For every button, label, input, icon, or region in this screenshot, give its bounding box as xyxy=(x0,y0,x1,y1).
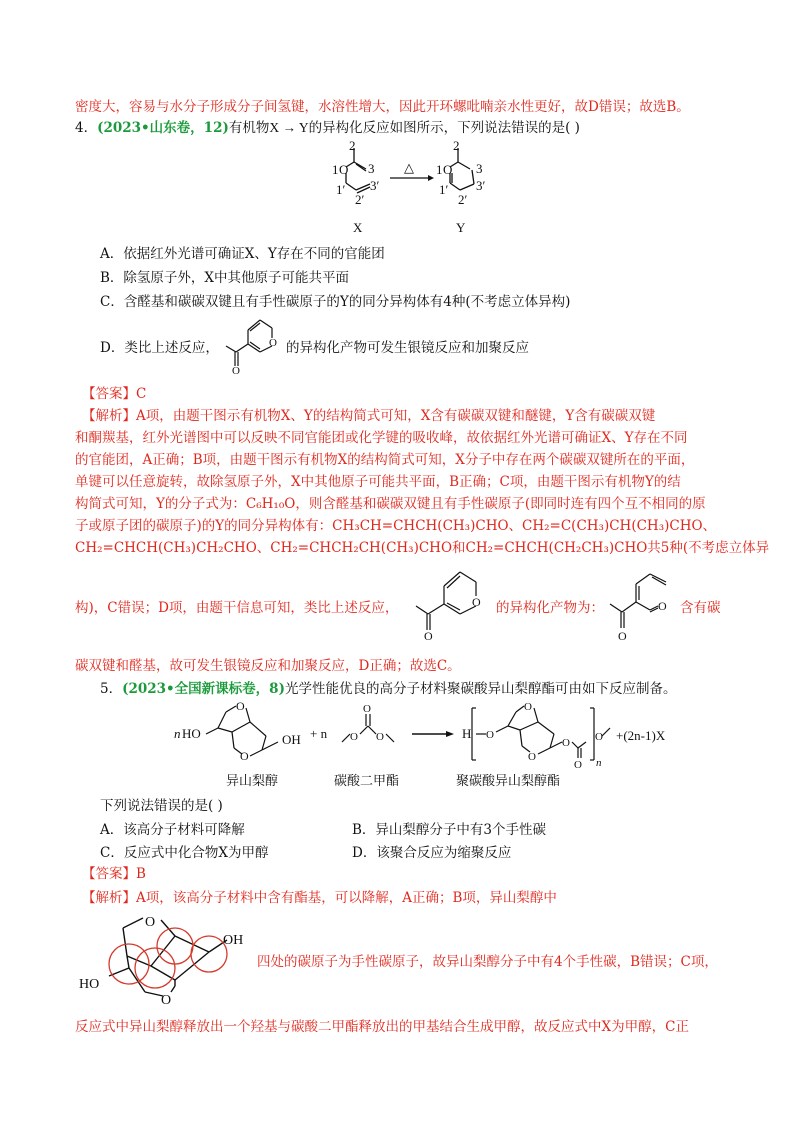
q4-analysis-tail-c: 含有碳 xyxy=(680,600,721,616)
svg-text:O: O xyxy=(658,599,667,613)
svg-text:O: O xyxy=(443,162,453,177)
q5-option-c: C．反应式中化合物X为甲醇 xyxy=(100,845,269,861)
q5-stem-text: 光学性能优良的高分子材料聚碳酸异山梨醇酯可由如下反应制备。 xyxy=(284,681,677,697)
q4-analysis-line-1: 【解析】A项，由题干图示有机物X、Y的结构简式可知，X含有碳碳双键和醚键，Y含有碳碳双键 xyxy=(82,408,656,424)
previous-analysis-tail: 密度大，容易与水分子形成分子间氢键，水溶性增大，因此开环螺吡喃亲水性更好，故D错误；故选B。 xyxy=(75,99,690,115)
q5-option-d: D．该聚合反应为缩聚反应 xyxy=(352,845,512,861)
q5-question: 下列说法错误的是( ) xyxy=(100,798,223,814)
q5-number: 5． xyxy=(100,681,123,697)
svg-text:1: 1 xyxy=(436,162,443,177)
svg-text:O: O xyxy=(486,729,494,741)
structure-x xyxy=(346,148,370,193)
q4-option-d-b: 的异构化产物可发生银镜反应和加聚反应 xyxy=(286,340,529,356)
q4-analysis-line-4: 单键可以任意旋转，故除氢原子外，X中其他原子可能共平面，B正确；C项，由题干图示有机物Y的结 xyxy=(75,474,681,490)
q5-answer: 【答案】B xyxy=(82,866,146,882)
svg-text:2′: 2′ xyxy=(458,192,468,207)
svg-text:2: 2 xyxy=(453,140,460,153)
svg-text:2: 2 xyxy=(349,140,356,153)
chiral-carbon-diagram xyxy=(75,906,255,1016)
svg-text:O: O xyxy=(339,162,349,177)
eq-coefficient-n: n xyxy=(174,726,181,741)
reaction-arrow xyxy=(390,160,434,181)
svg-text:O: O xyxy=(472,595,481,609)
q5-reaction-equation xyxy=(170,698,670,768)
svg-text:O: O xyxy=(350,731,358,743)
chiral-o-top: O xyxy=(145,915,156,930)
structure-y xyxy=(450,148,474,190)
svg-text:O: O xyxy=(269,337,277,349)
q5-source: (2023•全国新课标卷，8) xyxy=(122,681,285,697)
q5-option-a: A．该高分子材料可降解 xyxy=(100,822,245,838)
svg-text:O: O xyxy=(562,737,570,749)
q4-stem xyxy=(75,118,580,138)
svg-text:3: 3 xyxy=(476,161,483,176)
q4-option-b: B．除氢原子外，X中其他原子可能共平面 xyxy=(100,270,350,286)
svg-text:O: O xyxy=(618,629,627,643)
q4-analysis-tail-a: 构)，C错误；D项，由题干信息可知，类比上述反应， xyxy=(75,600,399,616)
svg-text:n: n xyxy=(596,757,602,768)
chiral-o-bottom: O xyxy=(161,993,172,1008)
label-polymer: 聚碳酸异山梨醇酯 xyxy=(456,774,561,789)
analysis-product-structure xyxy=(606,566,682,646)
q4-stem-formula: X → Y xyxy=(269,120,309,135)
q4-analysis-line-6: 子或原子团的碳原子)的Y的同分异构体有：CH₃CH=CHCH(CH₃)CHO、CH₂=C(CH₃)CH(CH₃)CHO、 xyxy=(75,518,717,534)
svg-text:O: O xyxy=(240,749,249,763)
q4-analysis-tail-b: 的异构化产物为： xyxy=(496,600,604,616)
chiral-ho: HO xyxy=(79,977,100,992)
structure-y-label: Y xyxy=(456,220,466,235)
q4-option-a: A．依据红外光谱可确证X、Y存在不同的官能团 xyxy=(100,246,385,262)
q4-number: 4． xyxy=(75,120,98,136)
q4-analysis-line-7: CH₂=CHCH(CH₃)CH₂CHO、CH₂=CHCH₂CH(CH₃)CHO和CH₂=CHCH(CH₂CH₃)CHO共5种(不考虑立体异 xyxy=(75,540,770,556)
label-dimethyl-carbonate: 碳酸二甲酯 xyxy=(334,774,400,789)
q4-source: (2023•山东卷，12) xyxy=(97,120,229,136)
svg-text:O: O xyxy=(424,629,433,643)
structure-x-label: X xyxy=(353,220,363,235)
eq-plus-n: + n xyxy=(310,726,328,741)
eq-oh: OH xyxy=(282,732,301,747)
q4-stem-b: 的异构化反应如图所示，下列说法错误的是( ) xyxy=(308,120,580,136)
q5-stem xyxy=(100,679,676,699)
q5-analysis-line-2: 四处的碳原子为手性碳原子，故异山梨醇分子中有4个手性碳，B错误；C项， xyxy=(257,954,718,970)
q5-option-b: B．异山梨醇分子中有3个手性碳 xyxy=(352,822,547,838)
svg-text:O: O xyxy=(574,759,582,768)
q4-option-c: C．含醛基和碳碳双键且有手性碳原子的Y的同分异构体有4种(不考虑立体异构) xyxy=(100,294,571,310)
q4-analysis-line-5: 构简式可知，Y的分子式为：C₆H₁₀O，则含醛基和碳碳双键且有手性碳原子(即同时连有四个互不相同的原 xyxy=(75,496,706,512)
eq-tail: +(2n-1)X xyxy=(616,728,666,743)
svg-text:O: O xyxy=(232,365,240,374)
option-d-structure xyxy=(222,312,288,374)
svg-text:1: 1 xyxy=(332,162,339,177)
heat-symbol: △ xyxy=(404,160,414,175)
q4-analysis-line-3: 的官能团，A正确；B项，由题干图示有机物X的结构简式可知，X分子中存在两个碳碳双键所在的平面， xyxy=(75,452,695,468)
svg-text:O: O xyxy=(236,699,245,713)
svg-text:O: O xyxy=(524,701,532,713)
svg-text:O: O xyxy=(376,731,384,743)
q4-analysis-line-2: 和酮羰基，红外光谱图中可以反映不同官能团或化学键的吸收峰，故依据红外光谱可确证X、Y存在不同 xyxy=(75,430,688,446)
q5-analysis-line-1: 【解析】A项，该高分子材料中含有酯基，可以降解，A正确；B项，异山梨醇中 xyxy=(82,890,557,906)
svg-text:1′: 1′ xyxy=(336,182,346,197)
svg-text:3′: 3′ xyxy=(370,178,380,193)
svg-text:3: 3 xyxy=(368,161,375,176)
svg-text:1′: 1′ xyxy=(439,182,449,197)
eq-ho: HO xyxy=(182,726,201,741)
svg-text:O: O xyxy=(595,731,603,743)
svg-text:O: O xyxy=(528,751,536,763)
q4-stem-a: 有机物 xyxy=(228,120,270,136)
eq-h: H xyxy=(462,726,472,741)
svg-text:3′: 3′ xyxy=(476,178,486,193)
q4-analysis-last: 碳双键和醛基，故可发生银镜反应和加聚反应，D正确；故选C。 xyxy=(75,658,461,674)
label-isosorbide: 异山梨醇 xyxy=(226,774,279,789)
svg-text:O: O xyxy=(363,703,371,715)
chiral-oh: OH xyxy=(223,933,244,948)
q5-analysis-line-3: 反应式中异山梨醇释放出一个羟基与碳酸二甲酯释放出的甲基结合生成甲醇，故反应式中X为甲醇，C正 xyxy=(75,1019,689,1035)
analysis-reactant-structure xyxy=(410,562,494,646)
q4-answer: 【答案】C xyxy=(82,386,147,402)
q4-reaction-diagram xyxy=(330,140,500,238)
q4-option-d-a: D．类比上述反应， xyxy=(100,340,219,356)
svg-text:2′: 2′ xyxy=(355,192,365,207)
